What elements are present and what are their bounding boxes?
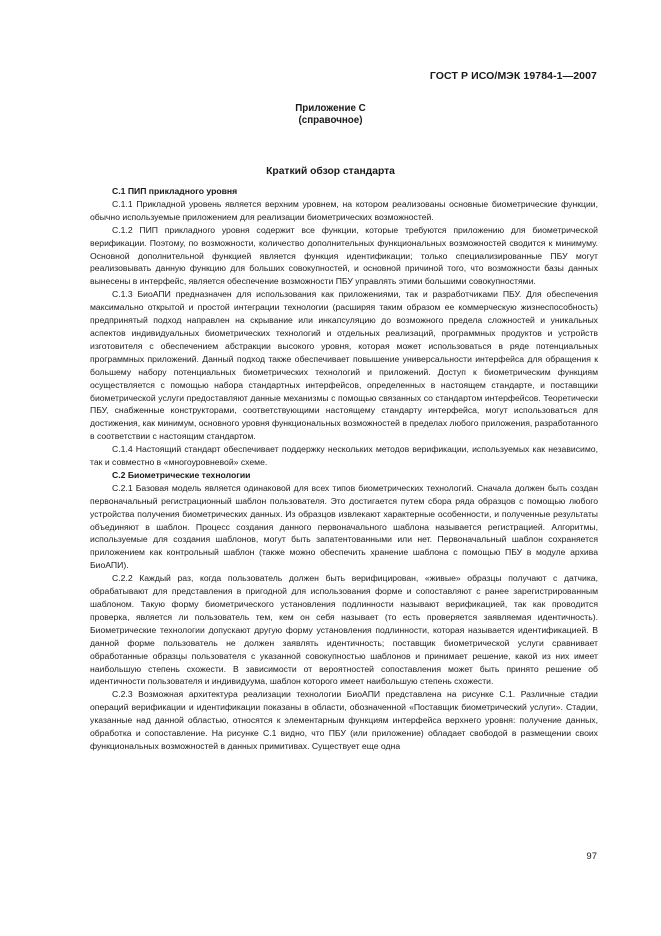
paragraph-c1-4: С.1.4 Настоящий стандарт обеспечивает поддержку нескольких методов верификации, используемых как независимо, так и совместно в «многоуровневой» схеме. [90,444,598,468]
document-header: ГОСТ Р ИСО/МЭК 19784-1—2007 [429,70,597,82]
section-title: Краткий обзор стандарта [266,166,395,177]
document-body [90,185,598,753]
paragraph-c2-3: С.2.3 Возможная архитектура реализации технологии БиоАПИ представлена на рисунке С.1. Различные стадии операций верификации и идентификации показаны в области, обозначенной «Поставщик биометрический услуги». Стадии, указанные над данной областью, относятся к элементарным функциям интерфейса верхнего уровня: получение данных, обработка и сопоставление. На рисунке С.1 видно, что ПБУ (или приложение) обладает свободой в размещении своих функциональных возможностей в данных примитивах. Существует еще одна [90,689,598,751]
paragraph-c1-2: С.1.2 ПИП прикладного уровня содержит все функции, которые требуются приложению для биометрической верификации. Поэтому, по возможности, количество дополнительных функциональных возможностей сводится к минимуму. Основной дополнительной функцией является функция идентификации; только специализированные ПБУ могут реализовывать данную функцию для больших совокупностей, и основной причиной того, что возможности базы данных вынесены в интерфейс, является обеспечение возможности ПБУ управлять этими большими совокупностями. [90,224,598,287]
appendix-type: (справочное) [298,115,363,126]
appendix-label: Приложение С [295,103,366,114]
paragraph-c2-2: С.2.2 Каждый раз, когда пользователь должен быть верифицирован, «живые» образцы получают с датчика, обрабатывают для представления в пригодной для использования форме и сопоставляют с ранее зарегистрированным шаблоном. Такую форму биометрического установления подлинности называют верификацией, так как проводится проверка, является ли пользователь тем, кем он себя называет (то есть проверяется заявляемая идентичность). Биометрические технологии допускают другую форму установления подлинности, которая называется идентификацией. В данной форме пользователь не должен заявлять идентичность; поставщик биометрической услуги сравнивает обработанные образцы пользователя с указанной совокупностью шаблонов и принимает решение, какой из них имеет наибольшую степень схожести. В зависимости от вероятностей сопоставления может быть принято решение об идентичности пользователя и индивидуума, шаблон которого имеет наибольшую степень схожести. [90,573,598,687]
paragraph-c1-3: С.1.3 БиоАПИ предназначен для использования как приложениями, так и разработчиками ПБУ. Для обеспечения максимально открытой и простой интеграции технологии (расширяя таким образом ее коммерческую жизнеспособность) предпринятый подход направлен на скрывание или инкапсуляцию до возможного предела сложностей и уникальных аспектов индивидуальных биометрических технологий и отдельных реализаций, программных продуктов и устройств изготовителя с обеспечением абстракции высокого уровня, которая может использоваться в ряде потенциальных программных приложений. Данный подход также обеспечивает повышение универсальности интерфейса для обращения к большему набору потенциальных биометрических технологий и приложений. Доступ к биометрическим функциям осуществляется с помощью набора стандартных интерфейсов, определенных в настоящем стандарте, и поставщики биометрической услуги предоставляют данные механизмы с помощью связанных со стандартом интерфейсов. Теоретически ПБУ, снабженные конструкторами, соответствующими настоящему стандарту интерфейса, могут использоваться для достижения, как минимум, основного уровня функциональных возможностей в пределах любого приложения, разработанного в соответствии с настоящим стандартом. [90,289,598,442]
appendix-heading [0,103,661,127]
paragraph-c1-1: С.1.1 Прикладной уровень является верхним уровнем, на котором реализованы основные биометрические функции, обычно используемые приложением для реализации биометрических возможностей. [90,198,598,222]
section-heading-c2: С.2 Биометрические технологии [112,469,251,480]
section-heading-c1: С.1 ПИП прикладного уровня [112,186,238,196]
page-number: 97 [586,851,597,862]
paragraph-c2-1: С.2.1 Базовая модель является одинаковой для всех типов биометрических технологий. Сначала должен быть создан первоначальный регистрационный шаблон пользователя. Это достигается путем сбора ряда образцов с помощью любого устройства получения биометрических данных. Из образцов извлекают характерные особенности, и полученные результаты объединяют в шаблон. Процесс создания данного первоначального шаблона называется регистрацией. Алгоритмы, используемые для создания шаблонов, могут быть запатентованными или нет. Первоначальный шаблон сохраняется приложением как контрольный шаблон (также можно обеспечить хранение шаблона с помощью ПБУ в модуле архива БиоАПИ). [90,482,598,571]
